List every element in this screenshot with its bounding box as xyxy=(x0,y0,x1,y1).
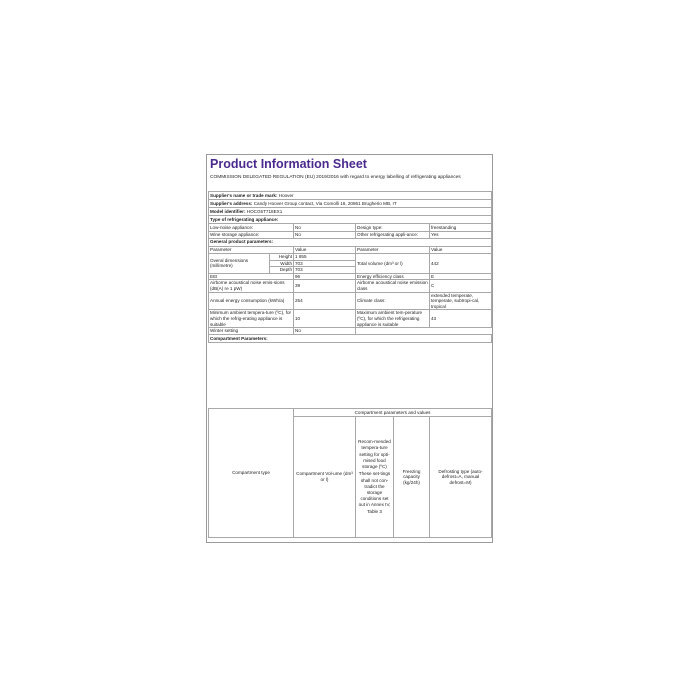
product-information-sheet xyxy=(206,154,493,543)
total-volume-label: Total volume (dm³ or l) xyxy=(356,254,430,274)
header-value-2: Value xyxy=(430,246,492,254)
min-temp-value: 10 xyxy=(294,310,356,328)
compartment-section-row xyxy=(209,334,492,342)
header-value: Value xyxy=(294,246,356,254)
annual-energy-label: Annual energy consumption (kWh/a) xyxy=(209,292,294,310)
type-section-row xyxy=(209,216,492,224)
wine-storage-row xyxy=(209,232,492,239)
page-title: Product Information Sheet xyxy=(210,157,367,171)
temp-setting-text: Recom-mended tempera-ture setting for opti-mised food storage (ºC) xyxy=(358,439,391,470)
defrosting-type-header: Defrosting type (auto-defrost=A, manual defrost=M) xyxy=(430,417,492,538)
compartment-table xyxy=(208,408,492,538)
header-parameter-2: Parameter xyxy=(356,246,430,254)
energy-class-value: E xyxy=(430,273,492,280)
width-value: 703 xyxy=(294,260,356,267)
design-type-value: freestanding xyxy=(430,224,492,232)
compartment-volume-header: Compartment Vol-ume (dm³ or l) xyxy=(294,417,356,538)
other-refrig-label: Other refrigerating appli-ance: xyxy=(356,232,430,239)
compartment-type-header: Compartment type xyxy=(209,409,294,538)
general-section-row xyxy=(209,238,492,246)
supplier-address-value: Candy Hoover Group contact, Via Comolli 16, 20861 Brugherio MB, IT xyxy=(253,200,397,206)
energy-class-label: Energy efficiency class xyxy=(356,273,430,280)
total-volume-value: 442 xyxy=(430,254,492,274)
noise-row xyxy=(209,280,492,292)
annual-energy-row xyxy=(209,292,492,310)
winter-row xyxy=(209,328,492,335)
header-row xyxy=(209,246,492,254)
width-label: Width xyxy=(270,260,294,267)
other-refrig-value: Yes xyxy=(430,232,492,239)
max-temp-label: Maximum ambient tem-perature (ºC), for which the refrigerating appliance is suitable xyxy=(356,310,430,328)
wine-storage-label: Wine storage appliance: xyxy=(209,232,294,239)
compartment-group-header-row xyxy=(209,409,492,417)
model-label: Model identifier: xyxy=(210,208,246,214)
ambient-temp-row xyxy=(209,310,492,328)
low-noise-label: Low-noise appliance: xyxy=(209,224,294,232)
parameters-table xyxy=(208,191,492,343)
compartment-group-header: Compartment parameters and values xyxy=(294,409,492,417)
annual-energy-value: 254 xyxy=(294,292,356,310)
climate-label: Climate class: xyxy=(356,292,430,310)
supplier-address-row xyxy=(209,200,492,208)
low-noise-row xyxy=(209,224,492,232)
climate-value: extended temperate, temperate, subtropi-cal, tropical xyxy=(430,292,492,310)
compartment-section-heading: Compartment Parameters: xyxy=(209,334,492,342)
noise-label: Airborne acoustical noise emis-sions (dB(A) re 1 pW) xyxy=(209,280,294,292)
depth-value: 703 xyxy=(294,267,356,274)
winter-value: No xyxy=(294,328,356,335)
eei-value: 96 xyxy=(294,273,356,280)
model-row xyxy=(209,208,492,216)
eei-row xyxy=(209,273,492,280)
noise-class-value: C xyxy=(430,280,492,292)
noise-value: 39 xyxy=(294,280,356,292)
temp-setting-header xyxy=(356,417,394,538)
min-temp-label: Minimum ambient tempera-ture (ºC), for which the refrig-erating appliance is suitable xyxy=(209,310,294,328)
header-parameter: Parameter xyxy=(209,246,294,254)
low-noise-value: No xyxy=(294,224,356,232)
regulation-text: COMMISSION DELEGATED REGULATION (EU) 2019/2016 with regard to energy labelling of refrigerating appliances xyxy=(210,175,461,180)
supplier-name-row xyxy=(209,192,492,200)
height-value: 1 855 xyxy=(294,254,356,261)
eei-label: EEI xyxy=(209,273,294,280)
supplier-address-label: Supplier's address: xyxy=(210,200,253,206)
noise-class-label: Airborne acoustical noise emission class xyxy=(357,280,428,292)
model-value: HOCG5T718EX1 xyxy=(246,208,283,214)
dimensions-label: Overal dimensions (millimetre) xyxy=(209,254,270,274)
supplier-name-label: Supplier's name or trade mark: xyxy=(210,192,278,198)
temp-setting-note: These set-tings shall not con-tradict the storage conditions set out in Annex IV, Table 3 xyxy=(358,471,391,514)
supplier-name-value: Hoover xyxy=(278,192,294,198)
design-type-label: Design type: xyxy=(356,224,430,232)
height-label: Height xyxy=(270,254,294,261)
freezing-capacity-header: Freezing capacity (kg/24h) xyxy=(394,417,430,538)
wine-storage-value: No xyxy=(294,232,356,239)
type-section-heading: Type of refrigerating appliance: xyxy=(209,216,492,224)
general-section-heading: General product parameters: xyxy=(209,238,492,246)
depth-label: Depth xyxy=(270,267,294,274)
winter-label: Winter setting xyxy=(209,328,294,335)
max-temp-value: 43 xyxy=(430,310,492,328)
height-row xyxy=(209,254,492,261)
